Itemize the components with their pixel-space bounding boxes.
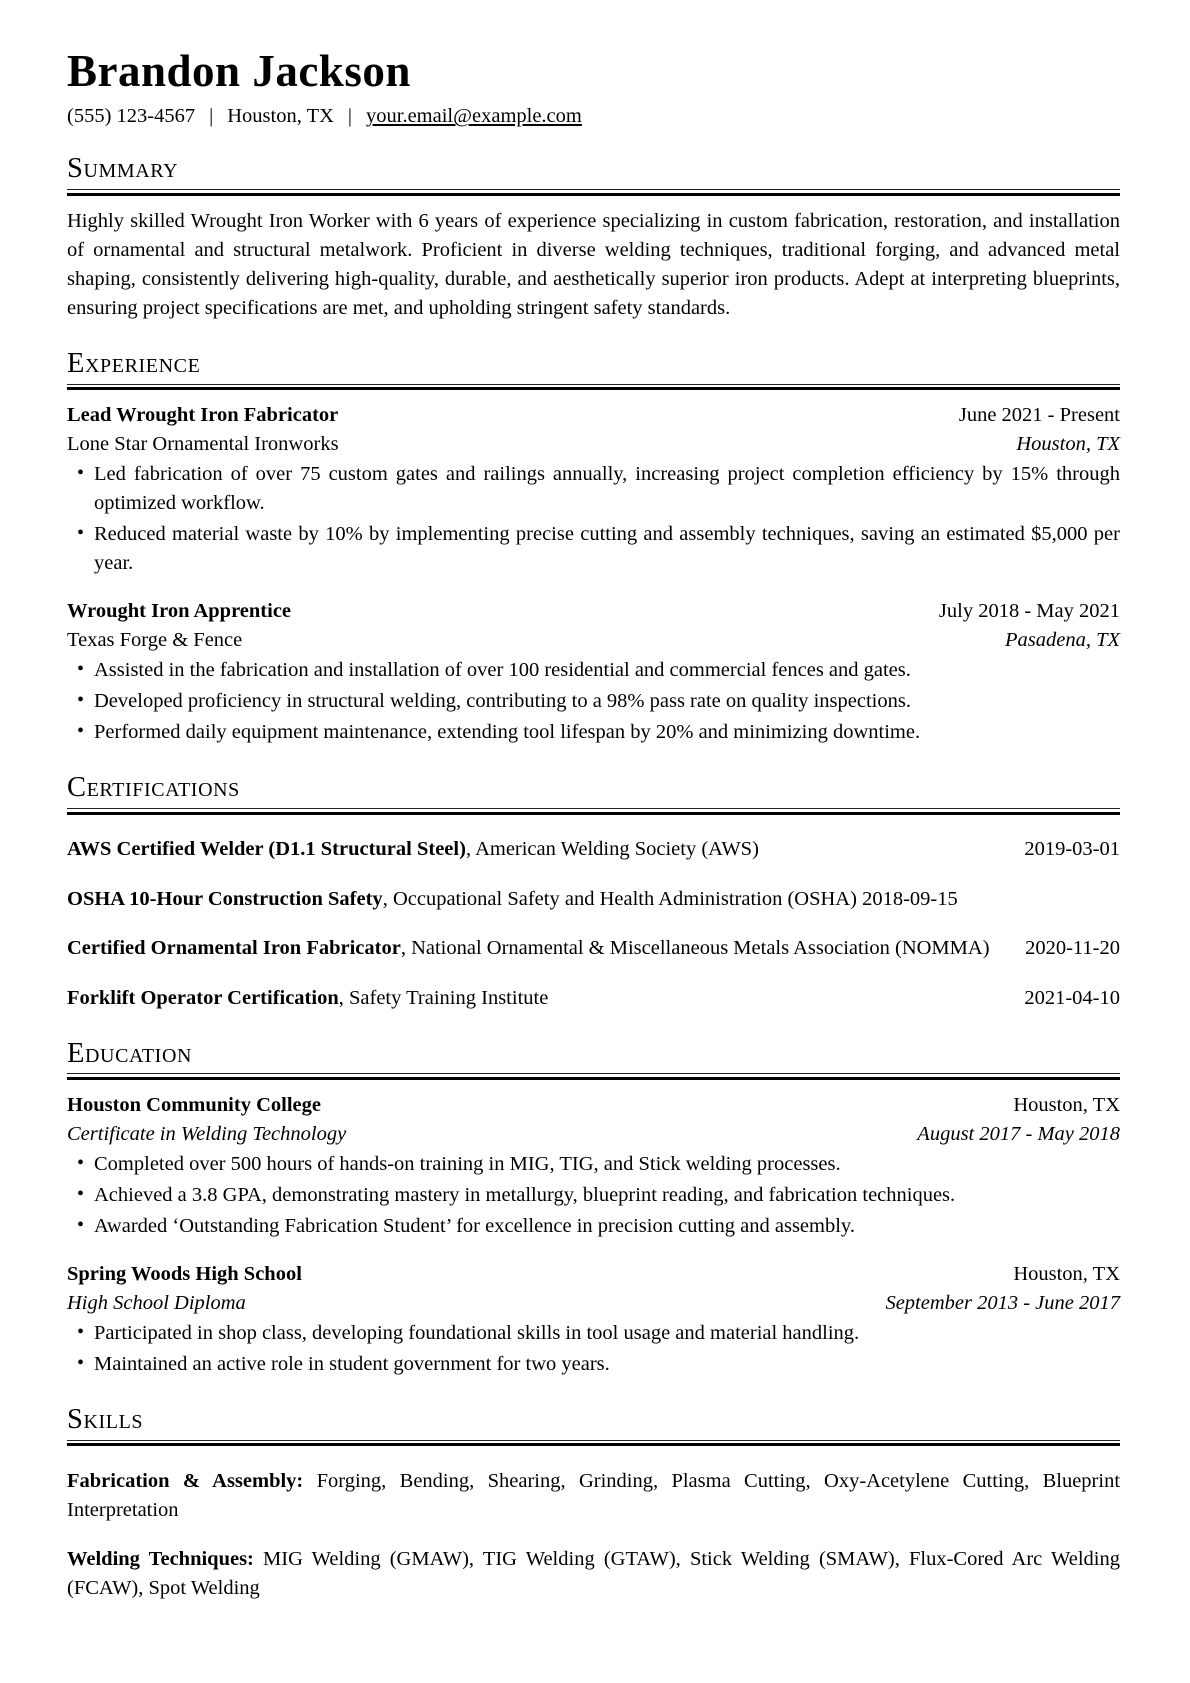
skill-category-label: Welding Techniques: xyxy=(67,1548,254,1571)
certification-issuer: American Welding Society (AWS) xyxy=(475,838,759,861)
job-bullet: • Developed proficiency in structural welding, contributing to a 98% pass rate on quality inspections. xyxy=(67,687,1120,716)
education-schools xyxy=(67,1091,1120,1379)
section-experience xyxy=(67,349,1120,747)
school-name: Houston Community College xyxy=(67,1093,321,1116)
certification-issuer: National Ornamental & Miscellaneous Metals Association (NOMMA) xyxy=(411,937,990,960)
section-summary xyxy=(67,154,1120,322)
section-skills xyxy=(67,1405,1120,1603)
certification-entry: Forklift Operator Certification, Safety Training Institute 2021-04-10 xyxy=(67,984,1120,1013)
job-entry xyxy=(67,401,1120,578)
certification-name: Certified Ornamental Iron Fabricator xyxy=(67,937,401,960)
school-entry xyxy=(67,1091,1120,1241)
section-rule xyxy=(67,1073,1120,1080)
job-company-row xyxy=(67,430,1120,459)
certification-date: 2020-11-20 xyxy=(1025,937,1120,960)
certification-entry: AWS Certified Welder (D1.1 Structural Steel), American Welding Society (AWS) 2019-03-01 xyxy=(67,835,1120,864)
school-bullet: • Completed over 500 hours of hands-on training in MIG, TIG, and Stick welding processes. xyxy=(67,1150,1120,1179)
experience-jobs xyxy=(67,401,1120,747)
certification-issuer: Safety Training Institute xyxy=(349,986,549,1009)
section-rule xyxy=(67,1440,1120,1447)
job-company: Texas Forge & Fence xyxy=(67,629,243,652)
skills-list xyxy=(67,1467,1120,1604)
job-company-row xyxy=(67,626,1120,655)
contact-line xyxy=(67,105,1120,128)
certification-date: 2019-03-01 xyxy=(1024,838,1120,861)
job-bullet: • Assisted in the fabrication and installation of over 100 residential and commercial fences and gates. xyxy=(67,656,1120,685)
section-rule xyxy=(67,189,1120,196)
certification-name: Forklift Operator Certification xyxy=(67,986,339,1009)
section-rule xyxy=(67,384,1120,391)
certification-entry: OSHA 10-Hour Construction Safety, Occupational Safety and Health Administration (OSHA) 2018-09-15 xyxy=(67,887,958,910)
summary-section-title: Summary xyxy=(67,153,179,185)
certification-entry: Certified Ornamental Iron Fabricator, National Ornamental & Miscellaneous Metals Association (NOMMA) 2020-11-20 xyxy=(67,934,1120,963)
job-title: Wrought Iron Apprentice xyxy=(67,600,292,623)
skill-group xyxy=(67,1545,1120,1603)
contact-separator: | xyxy=(347,105,353,128)
school-degree-row xyxy=(67,1120,1120,1149)
job-entry xyxy=(67,597,1120,747)
certifications-section-title: Certifications xyxy=(67,772,240,804)
school-name-row xyxy=(67,1091,1120,1120)
school-location: Houston, TX xyxy=(1013,1093,1120,1116)
job-bullets xyxy=(67,656,1120,747)
school-bullet: • Participated in shop class, developing foundational skills in tool usage and material handling. xyxy=(67,1319,1120,1348)
skill-values: Forging, Bending, Shearing, Grinding, Plasma Cutting, Oxy-Acetylene Cutting, Blueprint Interpretation xyxy=(67,1469,1121,1521)
skill-group xyxy=(67,1467,1120,1525)
job-bullet: • Performed daily equipment maintenance, extending tool lifespan by 20% and minimizing downtime. xyxy=(67,718,1120,747)
job-title-row xyxy=(67,401,1120,430)
school-location: Houston, TX xyxy=(1013,1262,1120,1285)
person-name: Brandon Jackson xyxy=(67,46,411,96)
school-bullet: • Achieved a 3.8 GPA, demonstrating mastery in metallurgy, blueprint reading, and fabrication techniques. xyxy=(67,1181,1120,1210)
certification-list xyxy=(67,835,1120,1013)
school-dates: August 2017 - May 2018 xyxy=(917,1122,1120,1145)
job-dates: July 2018 - May 2021 xyxy=(938,600,1120,623)
degree-name: Certificate in Welding Technology xyxy=(67,1122,347,1145)
summary-text: Highly skilled Wrought Iron Worker with 6 years of experience specializing in custom fabrication, restoration, and installation of ornamental and structural metalwork. Proficient in diverse welding techniques, traditional forging, and advanced metal shaping, consistently delivering high-quality, durable, and aesthetically superior iron products. Adept at interpreting blueprints, ensuring project specifications are met, and upholding stringent safety standards. xyxy=(67,209,1120,319)
phone-number: (555) 123-4567 xyxy=(67,105,196,128)
certification-issuer: Occupational Safety and Health Administration (OSHA) xyxy=(392,887,857,910)
education-section-title: Education xyxy=(67,1037,193,1069)
school-degree-row xyxy=(67,1289,1120,1318)
certification-date: 2018-09-15 xyxy=(862,887,958,910)
school-bullets xyxy=(67,1319,1120,1379)
school-name: Spring Woods High School xyxy=(67,1262,302,1285)
job-bullets xyxy=(67,460,1120,578)
job-title-row xyxy=(67,597,1120,626)
section-certifications xyxy=(67,773,1120,1012)
section-rule xyxy=(67,808,1120,815)
skills-section-title: Skills xyxy=(67,1403,144,1435)
school-bullet: • Maintained an active role in student government for two years. xyxy=(67,1350,1120,1379)
job-bullet: • Led fabrication of over 75 custom gates and railings annually, increasing project completion efficiency by 15% through optimized workflow. xyxy=(67,460,1120,518)
school-bullets xyxy=(67,1150,1120,1241)
section-education xyxy=(67,1039,1120,1379)
school-name-row xyxy=(67,1260,1120,1289)
location-text: Houston, TX xyxy=(227,105,334,128)
job-dates: June 2021 - Present xyxy=(958,404,1120,427)
job-bullet: • Reduced material waste by 10% by implementing precise cutting and assembly techniques, saving an estimated $5,000 per year. xyxy=(67,520,1120,578)
job-title: Lead Wrought Iron Fabricator xyxy=(67,404,339,427)
skill-values: MIG Welding (GMAW), TIG Welding (GTAW), Stick Welding (SMAW), Flux-Cored Arc Welding (FCAW), Spot Welding xyxy=(67,1548,1120,1600)
certification-date: 2021-04-10 xyxy=(1024,986,1120,1009)
email-link[interactable]: your.email@example.com xyxy=(366,105,582,128)
job-company: Lone Star Ornamental Ironworks xyxy=(67,433,339,456)
job-location: Houston, TX xyxy=(1016,433,1120,456)
degree-name: High School Diploma xyxy=(67,1291,246,1314)
certification-name: OSHA 10-Hour Construction Safety xyxy=(67,887,383,910)
school-entry xyxy=(67,1260,1120,1379)
contact-separator: | xyxy=(209,105,214,128)
experience-section-title: Experience xyxy=(67,347,201,379)
resume-header xyxy=(67,48,1120,128)
school-dates: September 2013 - June 2017 xyxy=(885,1291,1120,1314)
job-location: Pasadena, TX xyxy=(1004,629,1120,652)
certification-name: AWS Certified Welder (D1.1 Structural Steel) xyxy=(67,838,466,861)
skill-category-label: Fabrication & Assembly: xyxy=(67,1469,304,1492)
school-bullet: • Awarded ‘Outstanding Fabrication Student’ for excellence in precision cutting and assembly. xyxy=(67,1212,1120,1241)
